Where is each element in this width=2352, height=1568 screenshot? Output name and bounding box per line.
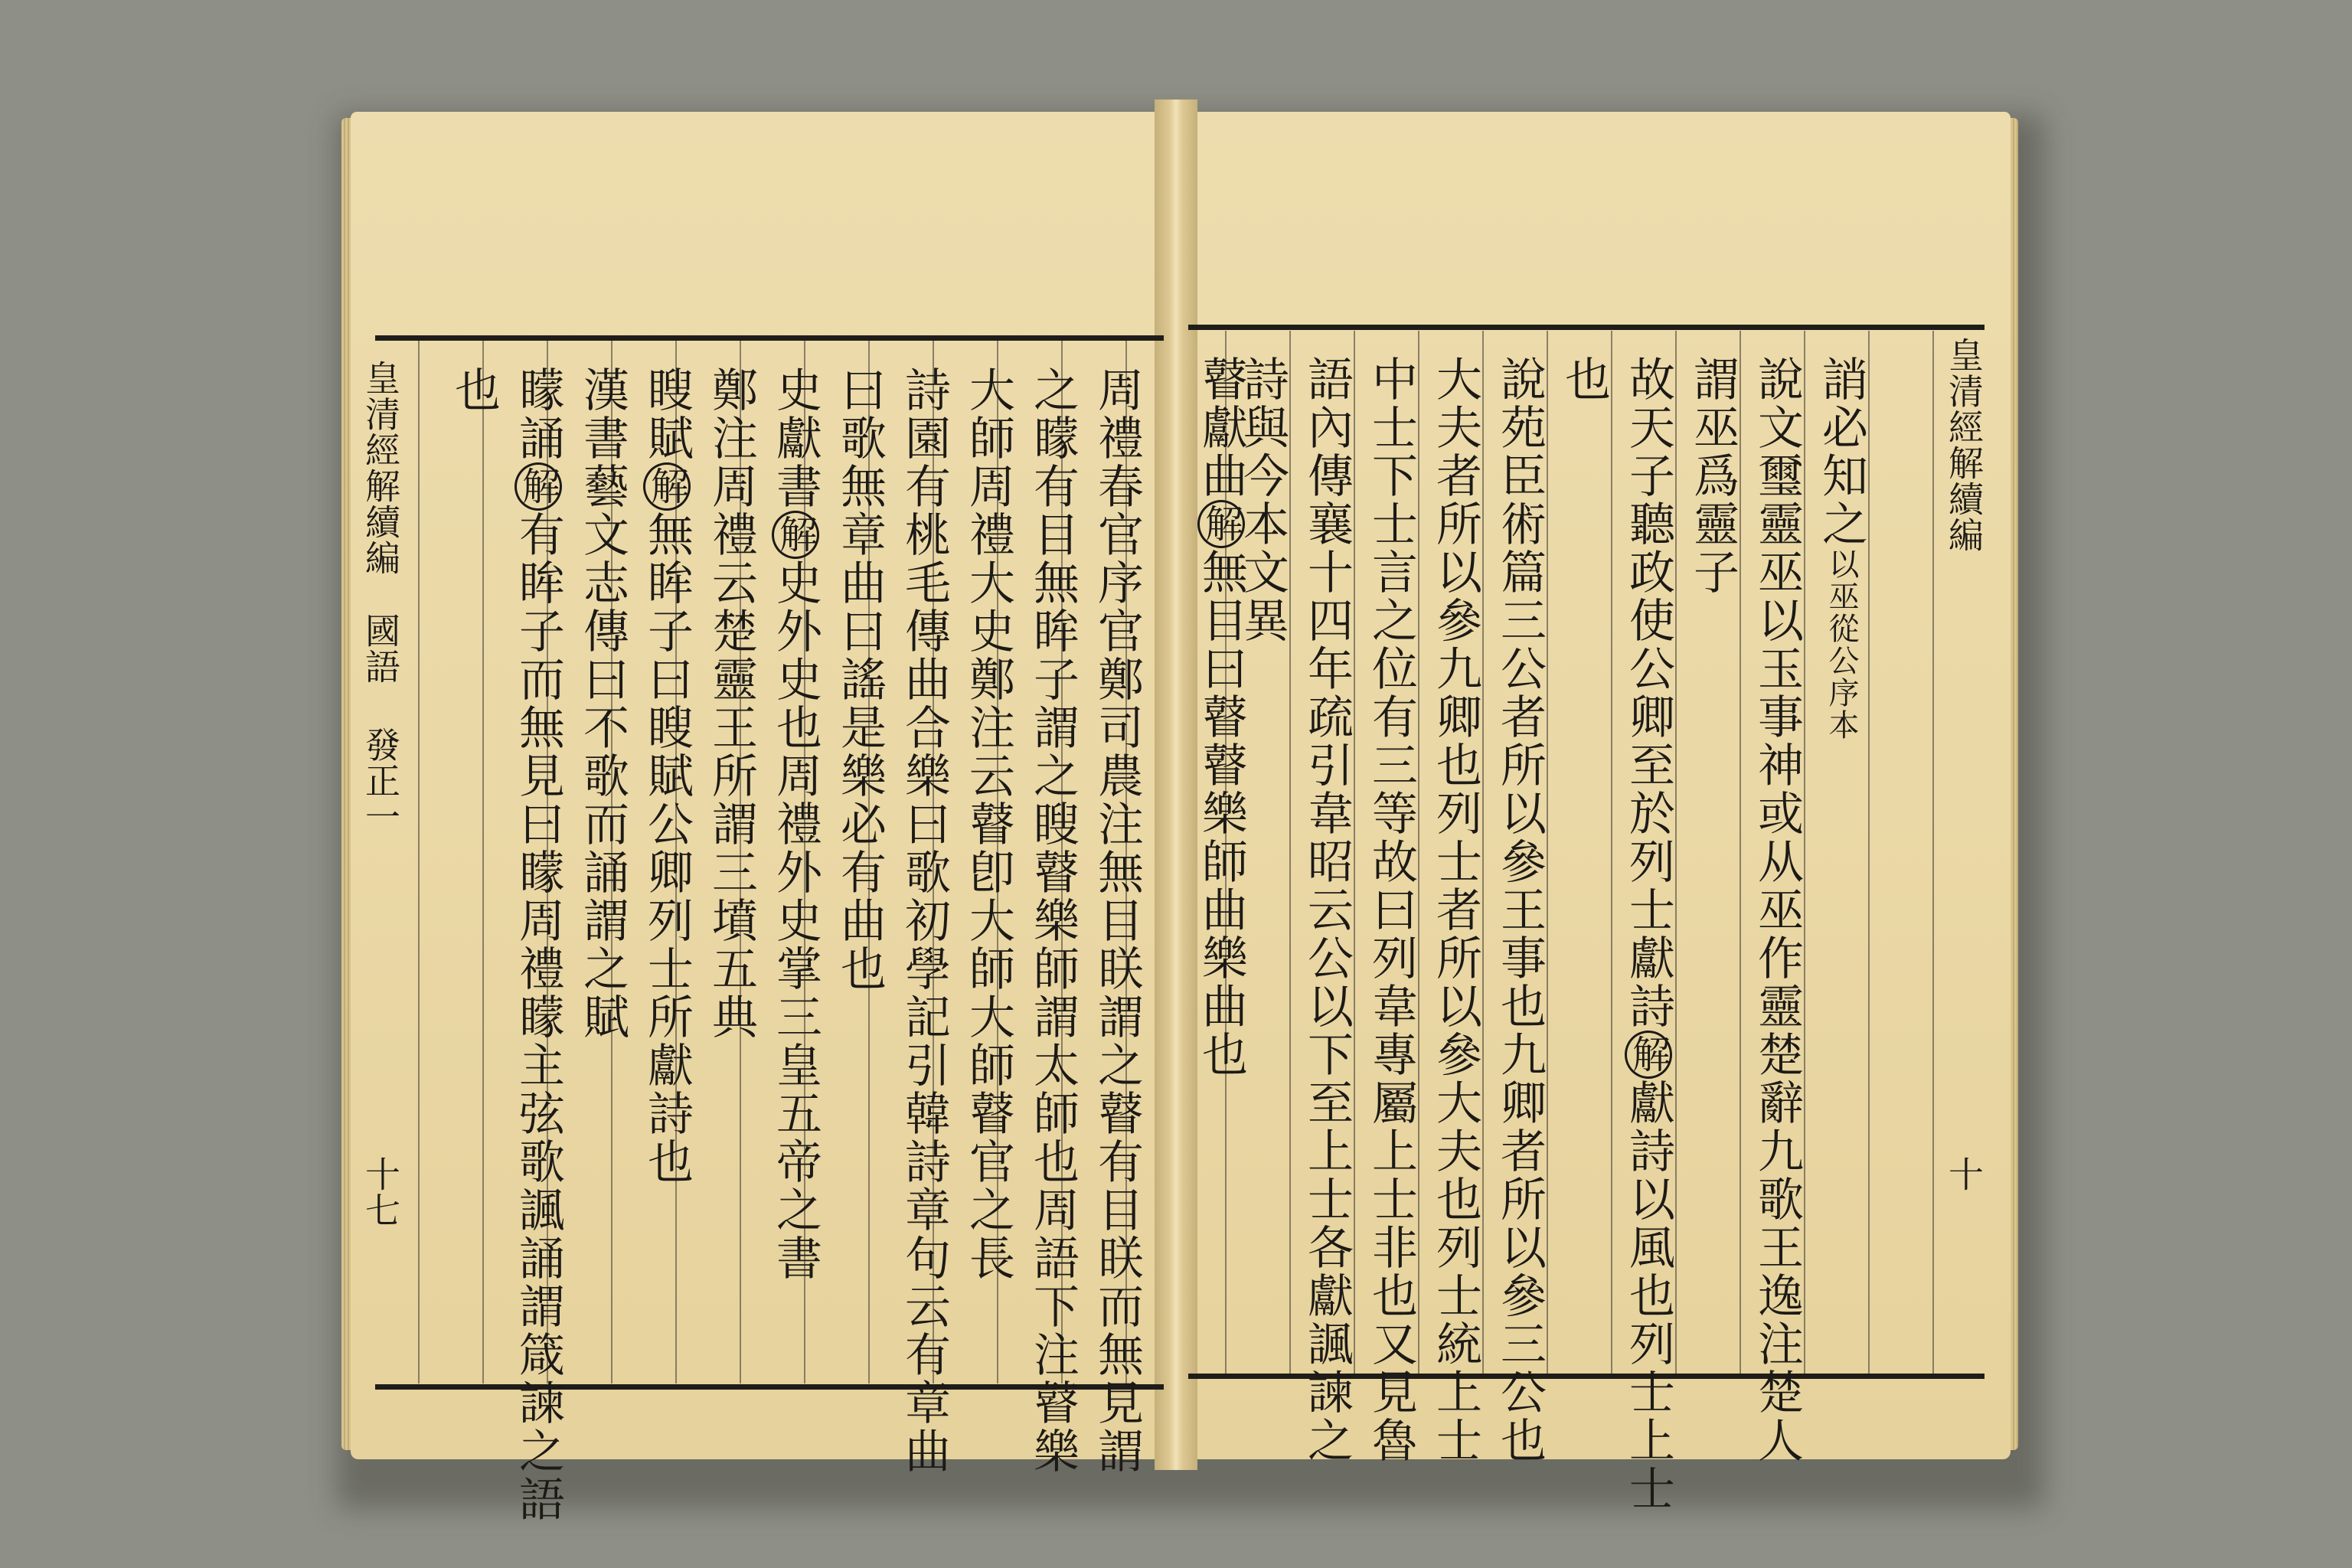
annotation-mark: 解: [1625, 1031, 1672, 1079]
commentary: 有眸子而無見曰矇周禮矇主弦歌諷誦謂箴諫之語: [511, 511, 565, 1524]
left-column-3: 大師周禮大史鄭注云瞽卽大師大師瞽官之長: [962, 366, 1015, 1282]
commentary: 無目曰瞽瞽樂師曲樂曲也: [1194, 548, 1248, 1079]
col-rule: [1740, 331, 1741, 1374]
commentary: 無眸子曰瞍賦公卿列士所獻詩也: [640, 511, 694, 1186]
col-rule: [1932, 331, 1934, 1374]
col-rule: [418, 341, 420, 1383]
left-margin-section: 國語 發正一: [360, 612, 401, 835]
book-gutter: [1155, 100, 1197, 1470]
headword: 瞽獻曲: [1194, 355, 1248, 500]
right-column-5: 也: [1557, 355, 1611, 403]
left-column-2: 之矇有目無眸子謂之瞍瞽樂師謂太師也周語下注瞽樂: [1026, 366, 1080, 1475]
left-margin-title: 皇清經解續編: [360, 360, 401, 576]
right-column-1: [1815, 355, 1868, 741]
left-column-8: [640, 366, 694, 1186]
right-column-10: 詩與今本文異: [1236, 355, 1289, 645]
left-column-6: [769, 366, 822, 1282]
left-margin-folio: 十七: [360, 1156, 401, 1228]
headword: 誚必知之: [1815, 355, 1868, 548]
right-column-11: [1194, 355, 1248, 1079]
left-top-rule: [375, 335, 1164, 341]
col-rule: [1547, 331, 1548, 1374]
annotation-mark: 解: [643, 462, 691, 511]
right-column-6: 說苑臣術篇三公者所以參王事也九卿者所以參三公也: [1493, 355, 1547, 1465]
right-column-4: [1622, 355, 1675, 1513]
col-rule: [1354, 331, 1355, 1374]
right-top-rule: [1188, 325, 1984, 330]
left-column-4: 詩園有桃毛傳曲合樂曰歌初學記引韓詩章句云有章曲: [897, 366, 951, 1475]
right-column-7: 大夫者所以參九卿也列士者所以參大夫也列士統上士: [1429, 355, 1482, 1465]
annotation-mark: 解: [772, 511, 819, 559]
col-rule: [1868, 331, 1870, 1374]
left-column-7: 鄭注周禮云楚靈王所謂三墳五典: [704, 366, 758, 1041]
left-column-1: 周禮春官序官鄭司農注無目眹謂之瞽有目眹而無見謂: [1090, 366, 1144, 1475]
annotation-mark: 解: [1197, 500, 1245, 548]
col-rule: [1611, 331, 1612, 1374]
col-rule: [482, 341, 484, 1383]
col-rule: [1804, 331, 1805, 1374]
left-column-5: 曰歌無章曲曰謠是樂必有曲也: [833, 366, 887, 993]
headword: 矇誦: [511, 366, 565, 462]
col-rule: [1675, 331, 1677, 1374]
right-column-8: 中士下士言之位有三等故曰列韋專屬上士非也又見魯: [1364, 355, 1418, 1465]
left-column-11: 也: [447, 366, 501, 414]
headword: 史獻書: [769, 366, 822, 511]
annotation-mark: 解: [514, 462, 562, 511]
right-column-3: 謂巫爲靈子: [1686, 355, 1740, 596]
right-margin-folio: 十: [1943, 1156, 1984, 1192]
headword: 瞍賦: [640, 366, 694, 462]
headword: 故天子聽政使公卿至於列士獻詩: [1622, 355, 1675, 1031]
left-column-9: 漢書藝文志傳曰不歌而誦謂之賦: [576, 366, 629, 1041]
col-rule: [1482, 331, 1484, 1374]
col-rule: [1289, 331, 1291, 1374]
left-column-10: [511, 366, 565, 1524]
right-column-9: 語內傳襄十四年疏引韋昭云公以下至上士各獻諷諫之: [1300, 355, 1354, 1465]
col-rule: [1418, 331, 1419, 1374]
right-column-2: 說文璽靈巫以玉事神或从巫作靈楚辭九歌王逸注楚人: [1750, 355, 1804, 1465]
commentary: 獻詩以風也列士上士: [1622, 1079, 1675, 1513]
right-margin-title: 皇清經解續編: [1943, 337, 1984, 553]
small-note: 以巫從公序本: [1824, 548, 1859, 741]
commentary: 史外史也周禮外史掌三皇五帝之書: [769, 559, 822, 1282]
